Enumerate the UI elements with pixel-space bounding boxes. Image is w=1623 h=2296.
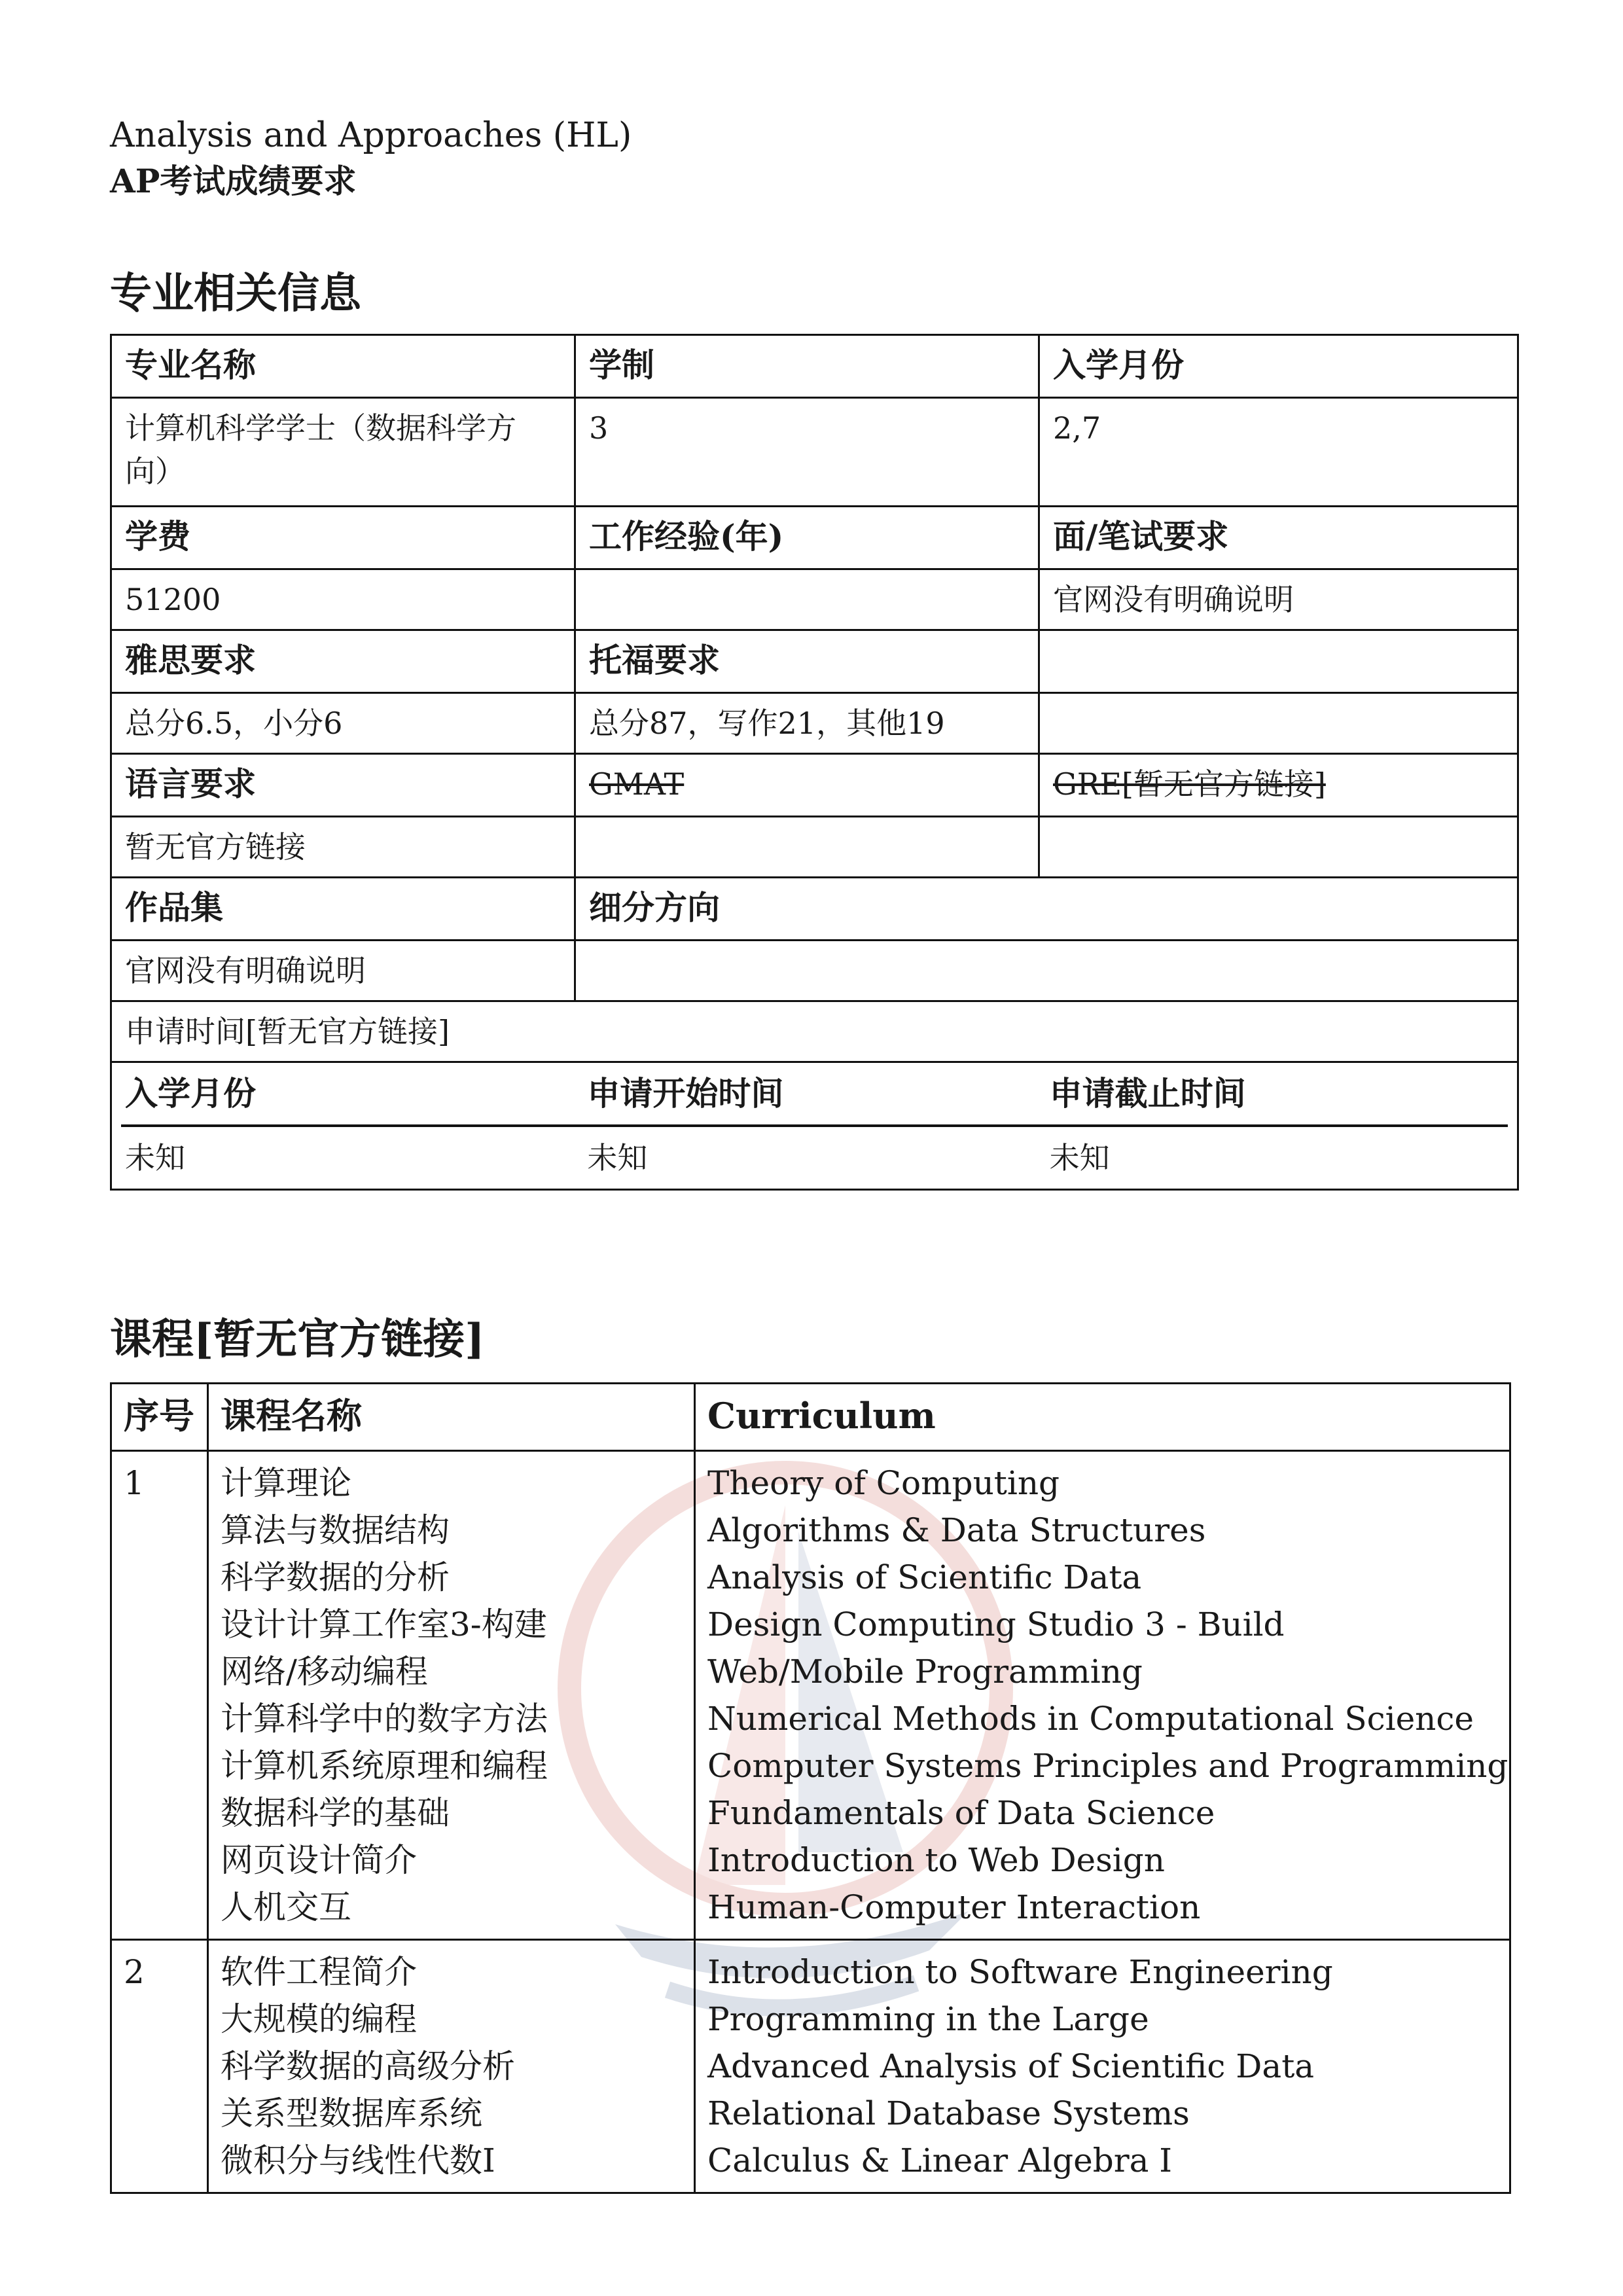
gmat-value — [575, 817, 1039, 878]
course-name-cn: 计算理论 — [221, 1464, 351, 1502]
portfolio-value: 官网没有明确说明 — [111, 941, 575, 1001]
ielts-value: 总分6.5，小分6 — [111, 693, 575, 754]
portfolio-label: 作品集 — [111, 878, 575, 941]
course-section-title: 课程[暂无官方链接] — [110, 1315, 485, 1364]
work-experience-label: 工作经验(年) — [575, 507, 1039, 569]
schedule-header: 入学月份 — [121, 1063, 583, 1126]
course-group-row — [111, 1451, 1510, 1940]
course-name-en: Analysis of Scientific Data — [707, 1558, 1142, 1596]
course-name-en: Theory of Computing — [707, 1464, 1060, 1502]
course-name-en: Web/Mobile Programming — [707, 1653, 1143, 1691]
schedule-header-row — [121, 1063, 1508, 1126]
subject-requirement: Analysis and Approaches (HL) — [110, 116, 632, 155]
table-row — [111, 817, 1518, 878]
toefl-label: 托福要求 — [575, 630, 1039, 693]
table-row — [111, 630, 1518, 693]
course-name-cn: 网络/移动编程 — [221, 1653, 428, 1691]
course-name-cn: 设计计算工作室3-构建 — [221, 1605, 547, 1643]
schedule-header: 申请开始时间 — [583, 1063, 1045, 1126]
table-row — [111, 398, 1518, 507]
table-row — [111, 878, 1518, 941]
no-header: 序号 — [111, 1384, 208, 1451]
table-row — [111, 693, 1518, 754]
table-row — [111, 1062, 1518, 1190]
course-name-cn: 关系型数据库系统 — [221, 2094, 482, 2132]
name-header: 课程名称 — [208, 1384, 695, 1451]
gmat-label: GMAT — [575, 754, 1039, 817]
empty-cell — [1039, 630, 1518, 693]
intake-value: 2,7 — [1039, 398, 1518, 507]
course-cn-list — [208, 1451, 695, 1940]
course-name-cn: 微积分与线性代数I — [221, 2142, 495, 2179]
schedule-cell-value: 未知 — [125, 1140, 185, 1175]
subfield-value — [575, 941, 1518, 1001]
course-name-cn: 数据科学的基础 — [221, 1794, 450, 1832]
course-name-cn: 算法与数据结构 — [221, 1511, 450, 1549]
curriculum-header: Curriculum — [695, 1384, 1510, 1451]
schedule-cell — [111, 1062, 1518, 1190]
course-cn-list — [208, 1940, 695, 2193]
table-row — [111, 507, 1518, 569]
course-name-en: Human-Computer Interaction — [707, 1888, 1201, 1926]
table-row — [111, 569, 1518, 630]
course-name-en: Programming in the Large — [707, 2000, 1149, 2038]
toefl-value: 总分87，写作21，其他19 — [575, 693, 1039, 754]
gre-label: GRE[暂无官方链接] — [1039, 754, 1518, 817]
course-name-cn: 网页设计简介 — [221, 1841, 417, 1879]
tuition-value: 51200 — [111, 569, 575, 630]
group-number: 2 — [111, 1940, 208, 2193]
interview-label: 面/笔试要求 — [1039, 507, 1518, 569]
course-name-en: Relational Database Systems — [707, 2094, 1190, 2132]
course-name-cn: 大规模的编程 — [221, 2000, 417, 2038]
course-name-en: Fundamentals of Data Science — [707, 1794, 1215, 1832]
course-name-en: Design Computing Studio 3 - Build — [707, 1605, 1285, 1643]
tuition-label: 学费 — [111, 507, 575, 569]
course-group-row — [111, 1940, 1510, 2193]
course-name-cn: 计算科学中的数字方法 — [221, 1700, 548, 1738]
course-en-list — [695, 1940, 1510, 2193]
course-table — [110, 1382, 1511, 2194]
course-name-en: Advanced Analysis of Scientific Data — [707, 2047, 1315, 2085]
course-header-row — [111, 1384, 1510, 1451]
table-row — [111, 335, 1518, 398]
gre-value — [1039, 817, 1518, 878]
application-time: 申请时间[暂无官方链接] — [111, 1001, 1518, 1062]
language-label: 语言要求 — [111, 754, 575, 817]
empty-cell — [1039, 693, 1518, 754]
ap-requirement-heading: AP考试成绩要求 — [110, 162, 357, 200]
intake-label: 入学月份 — [1039, 335, 1518, 398]
course-name-en: Calculus & Linear Algebra I — [707, 2142, 1173, 2179]
course-name-cn: 科学数据的高级分析 — [221, 2047, 515, 2085]
course-en-list — [695, 1451, 1510, 1940]
major-value: 计算机科学学士（数据科学方向） — [111, 398, 575, 507]
course-name-cn: 人机交互 — [221, 1888, 351, 1926]
program-info-table — [110, 334, 1519, 1191]
schedule-cell-value: 未知 — [1049, 1140, 1110, 1175]
work-experience-value — [575, 569, 1039, 630]
group-number: 1 — [111, 1451, 208, 1940]
major-label: 专业名称 — [111, 335, 575, 398]
interview-value: 官网没有明确说明 — [1039, 569, 1518, 630]
schedule-header: 申请截止时间 — [1046, 1063, 1508, 1126]
ielts-label: 雅思要求 — [111, 630, 575, 693]
course-name-cn: 计算机系统原理和编程 — [221, 1747, 548, 1785]
program-info-title: 专业相关信息 — [110, 269, 361, 318]
course-name-en: Introduction to Software Engineering — [707, 1953, 1333, 1991]
schedule-table — [121, 1063, 1508, 1189]
course-name-cn: 软件工程简介 — [221, 1953, 417, 1991]
schedule-cell-value: 未知 — [587, 1140, 648, 1175]
table-row — [111, 1001, 1518, 1062]
course-name-en: Numerical Methods in Computational Science — [707, 1700, 1474, 1738]
course-name-en: Introduction to Web Design — [707, 1841, 1165, 1879]
course-name-en: Computer Systems Principles and Programming — [707, 1747, 1508, 1785]
schedule-row — [121, 1126, 1508, 1189]
course-name-en: Algorithms & Data Structures — [707, 1511, 1206, 1549]
table-row — [111, 754, 1518, 817]
duration-value: 3 — [575, 398, 1039, 507]
subfield-label: 细分方向 — [575, 878, 1518, 941]
course-name-cn: 科学数据的分析 — [221, 1558, 450, 1596]
table-row — [111, 941, 1518, 1001]
duration-label: 学制 — [575, 335, 1039, 398]
language-value: 暂无官方链接 — [111, 817, 575, 878]
